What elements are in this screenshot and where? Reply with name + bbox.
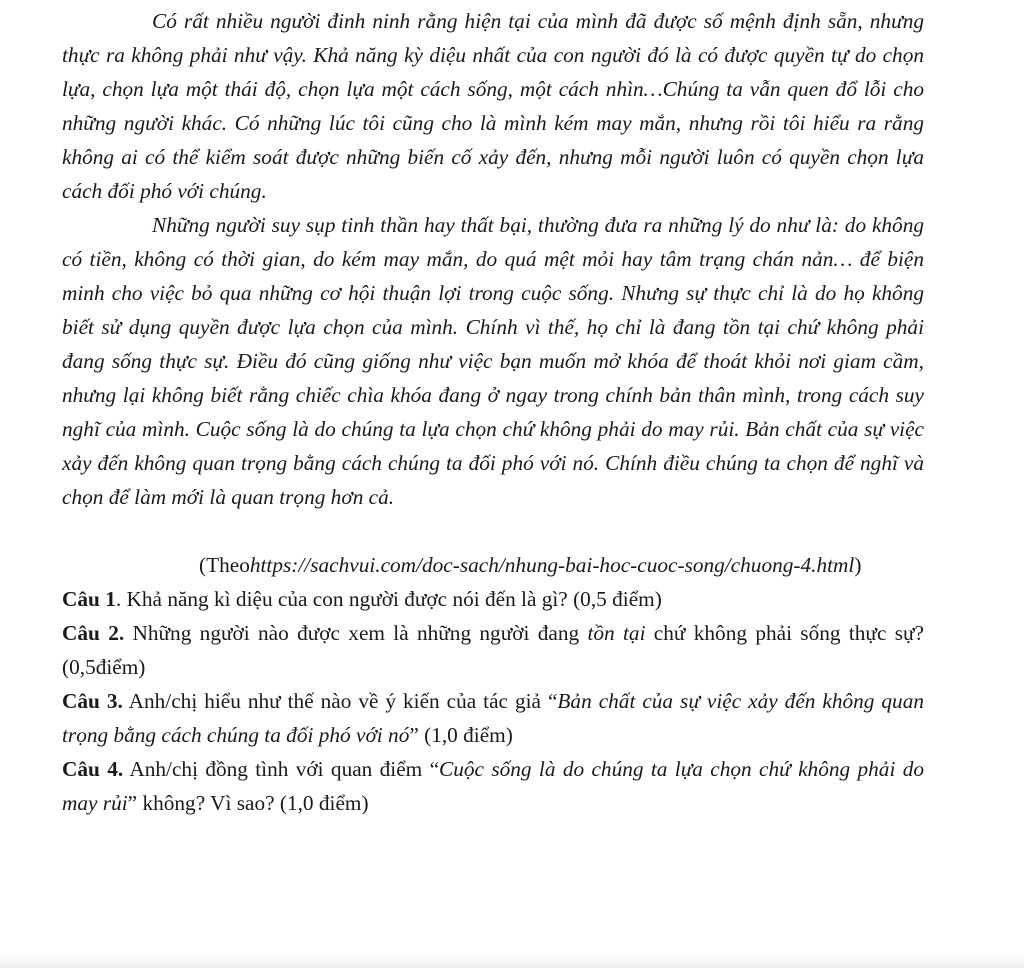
page-bottom-edge bbox=[0, 955, 1024, 968]
question-text: ” không? Vì sao? (1,0 điểm) bbox=[127, 791, 369, 815]
passage-paragraph-1: Có rất nhiều người đinh ninh rằng hiện tại của mình đã được số mệnh định sẵn, nhưng thực ra không phải như vậy. Khả năng kỳ diệu nhất của con người đó là có được quyền tự do chọn lựa, chọn lựa một thái độ, chọn lựa một cách sống, một cách nhìn…Chúng ta vẫn quen đổ lỗi cho những người khác. Có những lúc tôi cũng cho là mình kém may mắn, nhưng rồi tôi hiểu ra rằng không ai có thể kiểm soát được những biến cố xảy đến, nhưng mỗi người luôn có quyền chọn lựa cách đối phó với chúng. bbox=[62, 9, 924, 203]
question-italic-text: Cuộc sống là do chúng ta lựa chọn chứ không phải do may rủi bbox=[62, 757, 925, 815]
source-suffix: ) bbox=[854, 553, 862, 577]
question-text: Anh/chị đồng tình với quan điểm “ bbox=[123, 757, 440, 781]
source-url: https://sachvui.com/doc-sach/nhung-bai-hoc-cuoc-song/chuong-4.html bbox=[249, 553, 855, 577]
question-text: Anh/chị hiểu như thế nào về ý kiến của tác giả “ bbox=[122, 689, 558, 713]
question-italic-text: tồn tại bbox=[587, 621, 646, 645]
question-3 bbox=[62, 684, 924, 752]
document-page bbox=[62, 4, 924, 820]
question-1 bbox=[62, 582, 924, 616]
spacer bbox=[62, 514, 924, 548]
passage-paragraph-2: Những người suy sụp tinh thần hay thất bại, thường đưa ra những lý do như là: do không có tiền, không có thời gian, do kém may mắn, do quá mệt mỏi hay tâm trạng chán nản… để biện minh cho việc bỏ qua những cơ hội thuận lợi trong cuộc sống. Nhưng sự thực chỉ là do họ không biết sử dụng quyền được lựa chọn của mình. Chính vì thế, họ chỉ là đang tồn tại chứ không phải đang sống thực sự. Điều đó cũng giống như việc bạn muốn mở khóa để thoát khỏi nơi giam cầm, nhưng lại không biết rằng chiếc chìa khóa đang ở ngay trong chính bản thân mình, trong cách suy nghĩ của mình. Cuộc sống là do chúng ta lựa chọn chứ không phải do may rủi. Bản chất của sự việc xảy đến không quan trọng bằng cách chúng ta đối phó với nó. Chính điều chúng ta chọn để nghĩ và chọn để làm mới là quan trọng hơn cả. bbox=[62, 213, 924, 509]
question-2 bbox=[62, 616, 924, 684]
source-citation bbox=[199, 548, 924, 582]
question-label: Câu 1 bbox=[62, 587, 116, 611]
question-text: Những người nào được xem là những người đang bbox=[124, 621, 588, 645]
question-italic-text: Bản chất của sự việc xảy đến không quan trọng bằng cách chúng ta đối phó với nó bbox=[62, 689, 925, 747]
question-4 bbox=[62, 752, 924, 820]
question-label: Câu 4. bbox=[62, 757, 124, 781]
question-text: ” (1,0 điểm) bbox=[409, 723, 513, 747]
source-prefix: (Theo bbox=[199, 553, 250, 577]
question-text: . Khả năng kì diệu của con người được nói đến là gì? (0,5 điểm) bbox=[115, 587, 662, 611]
question-label: Câu 3. bbox=[62, 689, 123, 713]
question-label: Câu 2. bbox=[62, 621, 125, 645]
question-text: chứ không phải sống thực sự? (0,5điểm) bbox=[62, 621, 925, 679]
